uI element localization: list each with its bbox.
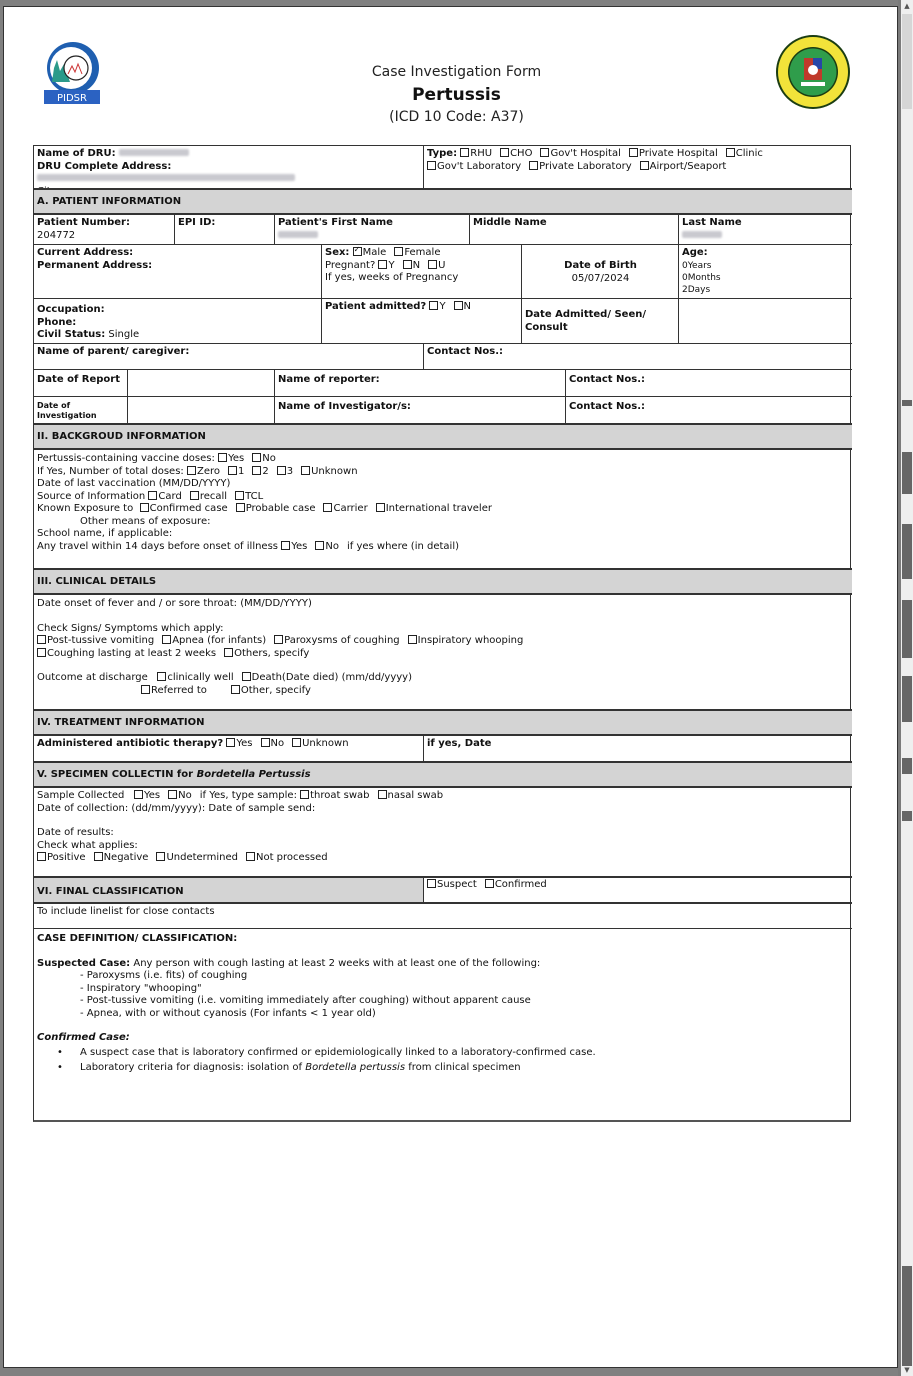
- checkbox-icon[interactable]: [454, 301, 463, 310]
- final-option-confirmed[interactable]: Confirmed: [485, 879, 547, 890]
- phone-label: Phone:: [37, 316, 77, 328]
- checkbox-icon[interactable]: [37, 635, 46, 644]
- antibiotic-label: Administered antibiotic therapy?: [37, 738, 224, 749]
- results-date-label: Date of results:: [37, 827, 114, 838]
- bullet-icon: •: [57, 1062, 63, 1073]
- patient-number-value: 204772: [37, 229, 76, 241]
- travel-option-no[interactable]: No: [315, 541, 339, 552]
- checkbox-icon[interactable]: [190, 491, 199, 500]
- sex-pregnancy-cell: [322, 245, 521, 299]
- checkbox-icon[interactable]: [226, 738, 235, 747]
- checkbox-icon[interactable]: [629, 148, 638, 157]
- checkbox-icon[interactable]: [231, 685, 240, 694]
- scroll-search-marker: [902, 524, 912, 579]
- disease-title: Pertussis: [412, 85, 501, 105]
- specimen-title-prefix: V. SPECIMEN COLLECTIN for: [37, 769, 197, 780]
- case-investigation-form: [33, 145, 851, 1122]
- sex-option-male[interactable]: ✓ Male: [353, 247, 387, 258]
- checkbox-icon[interactable]: [274, 635, 283, 644]
- collected-option-yes[interactable]: Yes: [134, 790, 160, 801]
- admitted-option-y[interactable]: Y: [429, 301, 445, 312]
- source-of-information-label: Source of Information: [37, 490, 146, 502]
- dru-info-cell: [34, 146, 424, 188]
- investigator-contact-label: Contact Nos.:: [569, 401, 646, 412]
- dru-type-label: Type:: [427, 148, 458, 159]
- scroll-search-marker: [902, 600, 912, 658]
- type-option-rhu[interactable]: RHU: [460, 148, 492, 159]
- outcome-other-specify[interactable]: Other, specify: [231, 685, 311, 696]
- suspected-criterion: - Post-tussive vomiting (i.e. vomiting immediately after coughing) without apparent cause: [80, 995, 531, 1006]
- address-cell: [34, 245, 322, 299]
- doses-option-zero[interactable]: Zero: [187, 466, 220, 477]
- section-specimen-collection: [34, 761, 852, 788]
- pidsr-logo-text: PIDSR: [57, 93, 87, 104]
- reporter-name-label: Name of reporter:: [278, 374, 380, 385]
- middle-name-cell: [470, 215, 678, 245]
- section-patient-information: A. PATIENT INFORMATION: [34, 188, 852, 215]
- collected-option-no[interactable]: No: [168, 790, 192, 801]
- sex-option-female[interactable]: Female: [394, 247, 440, 258]
- checkbox-icon[interactable]: [640, 161, 649, 170]
- weeks-of-pregnancy-label: If yes, weeks of Pregnancy: [325, 272, 459, 283]
- case-definition-title: CASE DEFINITION/ CLASSIFICATION:: [37, 933, 238, 944]
- specimen-collection-body: [34, 788, 852, 876]
- checkbox-icon[interactable]: [460, 148, 469, 157]
- scroll-up-arrow-icon[interactable]: ▲: [904, 2, 910, 10]
- checkbox-icon[interactable]: [540, 148, 549, 157]
- checkbox-icon[interactable]: [235, 491, 244, 500]
- type-option-cho[interactable]: CHO: [500, 148, 532, 159]
- outcome-death[interactable]: Death(Date died) (mm/dd/yyyy): [242, 672, 412, 683]
- checkbox-icon[interactable]: [315, 541, 324, 550]
- civil-status-label: Civil Status:: [37, 329, 106, 340]
- exposure-option-probable-case[interactable]: Probable case: [236, 503, 316, 514]
- age-cell: [679, 245, 852, 299]
- checkbox-icon[interactable]: [134, 790, 143, 799]
- suspected-criterion: - Paroxysms (i.e. fits) of coughing: [80, 970, 248, 981]
- epi-id-label: EPI ID:: [178, 217, 216, 228]
- pregnant-option-u[interactable]: U: [428, 260, 445, 271]
- checkbox-icon[interactable]: [726, 148, 735, 157]
- known-exposure-label: Known Exposure to: [37, 503, 134, 514]
- vaccine-doses-label: Pertussis-containing vaccine doses:: [37, 453, 215, 464]
- scroll-search-marker: [902, 676, 912, 722]
- date-admitted-value-cell[interactable]: [679, 299, 852, 344]
- collection-date-label: Date of collection: (dd/mm/yyyy): Date of sample send:: [37, 802, 316, 814]
- icd-code: (ICD 10 Code: A37): [389, 109, 524, 125]
- vertical-scrollbar[interactable]: [901, 0, 913, 1376]
- pregnant-option-y[interactable]: Y: [378, 260, 394, 271]
- scroll-search-marker: [902, 811, 912, 821]
- parent-caregiver-label: Name of parent/ caregiver:: [37, 346, 190, 357]
- checkbox-icon[interactable]: [94, 852, 103, 861]
- sample-type-throat-swab[interactable]: throat swab: [300, 790, 369, 801]
- patient-number-label: Patient Number:: [37, 217, 130, 228]
- occupation-label: Occupation:: [37, 304, 105, 315]
- exposure-option-confirmed-case[interactable]: Confirmed case: [140, 503, 228, 514]
- exposure-option-international-traveler[interactable]: International traveler: [376, 503, 492, 514]
- parent-contact-label: Contact Nos.:: [427, 346, 504, 357]
- type-option-private-laboratory[interactable]: Private Laboratory: [529, 161, 632, 172]
- civil-status-value: Single: [108, 329, 140, 340]
- confirmed-criterion-2-pre: Laboratory criteria for diagnosis: isolation of: [80, 1062, 306, 1073]
- first-name-label: Patient's First Name: [278, 217, 393, 228]
- vaccine-option-no[interactable]: No: [252, 453, 276, 464]
- scroll-search-marker: [902, 400, 912, 406]
- sign-others-specify[interactable]: Others, specify: [224, 648, 309, 659]
- source-option-card[interactable]: Card: [148, 491, 181, 502]
- checkbox-icon[interactable]: [376, 503, 385, 512]
- checkbox-icon[interactable]: [168, 790, 177, 799]
- date-of-investigation-value[interactable]: [128, 397, 275, 423]
- result-not-processed[interactable]: Not processed: [246, 852, 328, 863]
- date-of-birth-value: 05/07/2024: [571, 272, 630, 284]
- reporter-contact-label: Contact Nos.:: [569, 374, 646, 385]
- checkbox-icon[interactable]: [148, 491, 157, 500]
- checkbox-icon[interactable]: [378, 260, 387, 269]
- checkbox-icon[interactable]: [500, 148, 509, 157]
- scroll-down-arrow-icon[interactable]: ▼: [904, 1366, 910, 1374]
- checkbox-icon[interactable]: [403, 260, 412, 269]
- vaccine-option-yes[interactable]: Yes: [218, 453, 244, 464]
- first-name-cell: [275, 215, 470, 245]
- signs-symptoms-label: Check Signs/ Symptoms which apply:: [37, 622, 224, 634]
- dru-name-value-redacted: [119, 149, 189, 156]
- checkbox-icon[interactable]: [252, 453, 261, 462]
- checkbox-icon[interactable]: [261, 738, 270, 747]
- final-option-suspect[interactable]: Suspect: [427, 879, 477, 890]
- sign-apnea[interactable]: Apnea (for infants): [162, 635, 266, 646]
- age-label: Age:: [682, 247, 708, 258]
- result-positive[interactable]: Positive: [37, 852, 86, 863]
- form-title: Case Investigation Form: [371, 64, 542, 80]
- date-of-report-label: Date of Report: [37, 374, 121, 385]
- middle-name-label: Middle Name: [473, 217, 547, 228]
- confirmed-criterion-2-organism: Bordetella pertussis: [305, 1062, 406, 1073]
- dru-address-value-redacted: [37, 174, 295, 181]
- checkbox-icon[interactable]: [429, 301, 438, 310]
- sample-type-label: if Yes, type sample:: [199, 790, 297, 801]
- sign-paroxysms-of-coughing[interactable]: Paroxysms of coughing: [274, 635, 400, 646]
- type-option-airport-seaport[interactable]: Airport/Seaport: [640, 161, 727, 172]
- exposure-option-carrier[interactable]: Carrier: [323, 503, 367, 514]
- linelist-note: To include linelist for close contacts: [37, 906, 215, 917]
- dru-type-cell: [424, 146, 852, 188]
- background-information-body: [34, 450, 852, 568]
- type-option-clinic[interactable]: Clinic: [726, 148, 763, 159]
- checkbox-icon[interactable]: [277, 466, 286, 475]
- total-doses-label: If Yes, Number of total doses:: [37, 465, 184, 477]
- checkbox-icon[interactable]: [37, 648, 46, 657]
- checkbox-checked-icon[interactable]: [353, 247, 362, 256]
- pregnant-option-n[interactable]: N: [403, 260, 420, 271]
- check-what-applies-label: Check what applies:: [37, 839, 138, 851]
- checkbox-icon[interactable]: [187, 466, 196, 475]
- doses-option-3[interactable]: 3: [277, 466, 293, 477]
- suspected-criterion: - Apnea, with or without cyanosis (For infants < 1 year old): [80, 1007, 376, 1019]
- final-classification-options: [424, 876, 852, 904]
- age-months: 0Months: [682, 272, 721, 283]
- date-of-investigation-label: Date of Investigation: [37, 401, 97, 420]
- antibiotic-option-unknown[interactable]: Unknown: [292, 738, 348, 749]
- checkbox-icon[interactable]: [427, 161, 436, 170]
- checkbox-icon[interactable]: [485, 879, 494, 888]
- current-address-label: Current Address:: [37, 247, 134, 258]
- antibiotic-cell: [34, 736, 424, 761]
- checkbox-icon[interactable]: [141, 685, 150, 694]
- doses-option-1[interactable]: 1: [228, 466, 244, 477]
- checkbox-icon[interactable]: [281, 541, 290, 550]
- checkbox-icon[interactable]: [300, 790, 309, 799]
- source-option-recall[interactable]: recall: [190, 491, 227, 502]
- age-years: 0Years: [682, 260, 712, 271]
- antibiotic-date-label: if yes, Date: [427, 738, 492, 749]
- checkbox-icon[interactable]: [394, 247, 403, 256]
- epi-id-cell: [175, 215, 275, 245]
- admitted-option-n[interactable]: N: [454, 301, 471, 312]
- onset-date-label: Date onset of fever and / or sore throat: (MM/DD/YYYY): [37, 598, 312, 609]
- last-name-value-redacted: [682, 231, 722, 238]
- checkbox-icon[interactable]: [157, 672, 166, 681]
- patient-admitted-cell: [322, 299, 521, 344]
- result-negative[interactable]: Negative: [94, 852, 149, 863]
- dru-name-label: Name of DRU:: [37, 148, 116, 159]
- scroll-search-marker: [902, 758, 912, 774]
- outcome-clinically-well[interactable]: clinically well: [157, 672, 233, 683]
- confirmed-criterion-1: A suspect case that is laboratory confirmed or epidemiologically linked to a laboratory-confirmed case.: [80, 1046, 596, 1058]
- source-option-tcl[interactable]: TCL: [235, 491, 263, 502]
- scroll-search-marker: [902, 452, 912, 494]
- checkbox-icon[interactable]: [323, 503, 332, 512]
- case-definition-body: [34, 929, 852, 1119]
- other-exposure-label: Other means of exposure:: [80, 515, 211, 527]
- bullet-icon: •: [57, 1046, 63, 1058]
- suspected-case-text: Any person with cough lasting at least 2 weeks with at least one of the following:: [130, 957, 541, 969]
- sign-coughing-2-weeks[interactable]: Coughing lasting at least 2 weeks: [37, 648, 216, 659]
- section-clinical-details: III. CLINICAL DETAILS: [34, 568, 852, 595]
- section-treatment-information: IV. TREATMENT INFORMATION: [34, 709, 852, 736]
- clinical-details-body: [34, 595, 852, 709]
- school-name-label: School name, if applicable:: [37, 528, 173, 539]
- specimen-title-organism: Bordetella Pertussis: [196, 769, 311, 780]
- checkbox-icon[interactable]: [236, 503, 245, 512]
- checkbox-icon[interactable]: [427, 879, 436, 888]
- date-of-report-value[interactable]: [128, 370, 275, 396]
- checkbox-icon[interactable]: [162, 635, 171, 644]
- permanent-address-label: Permanent Address:: [37, 259, 153, 271]
- sign-inspiratory-whooping[interactable]: Inspiratory whooping: [408, 635, 524, 646]
- checkbox-icon[interactable]: [242, 672, 251, 681]
- doses-option-2[interactable]: 2: [252, 466, 268, 477]
- checkbox-icon[interactable]: [218, 453, 227, 462]
- sex-label: Sex:: [325, 247, 350, 258]
- date-of-birth-cell: [522, 245, 679, 299]
- checkbox-icon[interactable]: [252, 466, 261, 475]
- result-undetermined[interactable]: Undetermined: [156, 852, 238, 863]
- sample-type-nasal-swab[interactable]: nasal swab: [378, 790, 444, 801]
- section-final-classification: VI. FINAL CLASSIFICATION: [34, 876, 424, 904]
- suspected-case-label: Suspected Case:: [37, 957, 131, 969]
- confirmed-case-label: Confirmed Case:: [37, 1032, 130, 1043]
- antibiotic-option-no[interactable]: No: [261, 738, 285, 749]
- checkbox-icon[interactable]: [408, 635, 417, 644]
- checkbox-icon[interactable]: [292, 738, 301, 747]
- suspected-criterion: - Inspiratory "whooping": [80, 982, 202, 994]
- checkbox-icon[interactable]: [378, 790, 387, 799]
- checkbox-icon[interactable]: [228, 466, 237, 475]
- checkbox-icon[interactable]: [224, 648, 233, 657]
- outcome-referred-to[interactable]: Referred to: [141, 685, 207, 696]
- type-option-govt-hospital[interactable]: Gov't Hospital: [540, 148, 620, 159]
- doses-option-unknown[interactable]: Unknown: [301, 466, 357, 477]
- dru-address-label: DRU Complete Address:: [37, 160, 172, 172]
- patient-admitted-label: Patient admitted?: [325, 301, 427, 312]
- age-days: 2Days: [682, 284, 711, 295]
- antibiotic-option-yes[interactable]: Yes: [226, 738, 252, 749]
- section-background-information: II. BACKGROUD INFORMATION: [34, 423, 852, 450]
- travel-label: Any travel within 14 days before onset of illness: [37, 540, 279, 552]
- checkbox-icon[interactable]: [246, 852, 255, 861]
- first-name-value-redacted: [278, 231, 318, 238]
- occupation-cell: [34, 299, 322, 344]
- type-option-private-hospital[interactable]: Private Hospital: [629, 148, 718, 159]
- travel-option-yes[interactable]: Yes: [281, 541, 307, 552]
- checkbox-icon[interactable]: [140, 503, 149, 512]
- last-name-cell: [679, 215, 852, 245]
- checkbox-icon[interactable]: [529, 161, 538, 170]
- date-of-birth-label: Date of Birth: [564, 260, 637, 271]
- sign-post-tussive-vomiting[interactable]: Post-tussive vomiting: [37, 635, 154, 646]
- checkbox-icon[interactable]: [156, 852, 165, 861]
- checkbox-icon[interactable]: [37, 852, 46, 861]
- scroll-search-marker: [902, 1266, 912, 1366]
- pregnant-label: Pregnant?: [325, 259, 376, 271]
- outcome-label: Outcome at discharge: [37, 672, 148, 683]
- patient-number-cell: [34, 215, 175, 245]
- confirmed-criterion-2-post: from clinical specimen: [405, 1062, 521, 1073]
- type-option-govt-laboratory[interactable]: Gov't Laboratory: [427, 161, 521, 172]
- last-vaccination-label: Date of last vaccination (MM/DD/YYYY): [37, 478, 231, 489]
- sample-collected-label: Sample Collected: [37, 790, 125, 801]
- travel-where-label: if yes where (in detail): [346, 540, 459, 552]
- checkbox-icon[interactable]: [428, 260, 437, 269]
- date-admitted-label: Date Admitted/ Seen/ Consult: [525, 309, 647, 333]
- checkbox-icon[interactable]: [301, 466, 310, 475]
- investigator-name-label: Name of Investigator/s:: [278, 401, 411, 412]
- last-name-label: Last Name: [682, 217, 742, 228]
